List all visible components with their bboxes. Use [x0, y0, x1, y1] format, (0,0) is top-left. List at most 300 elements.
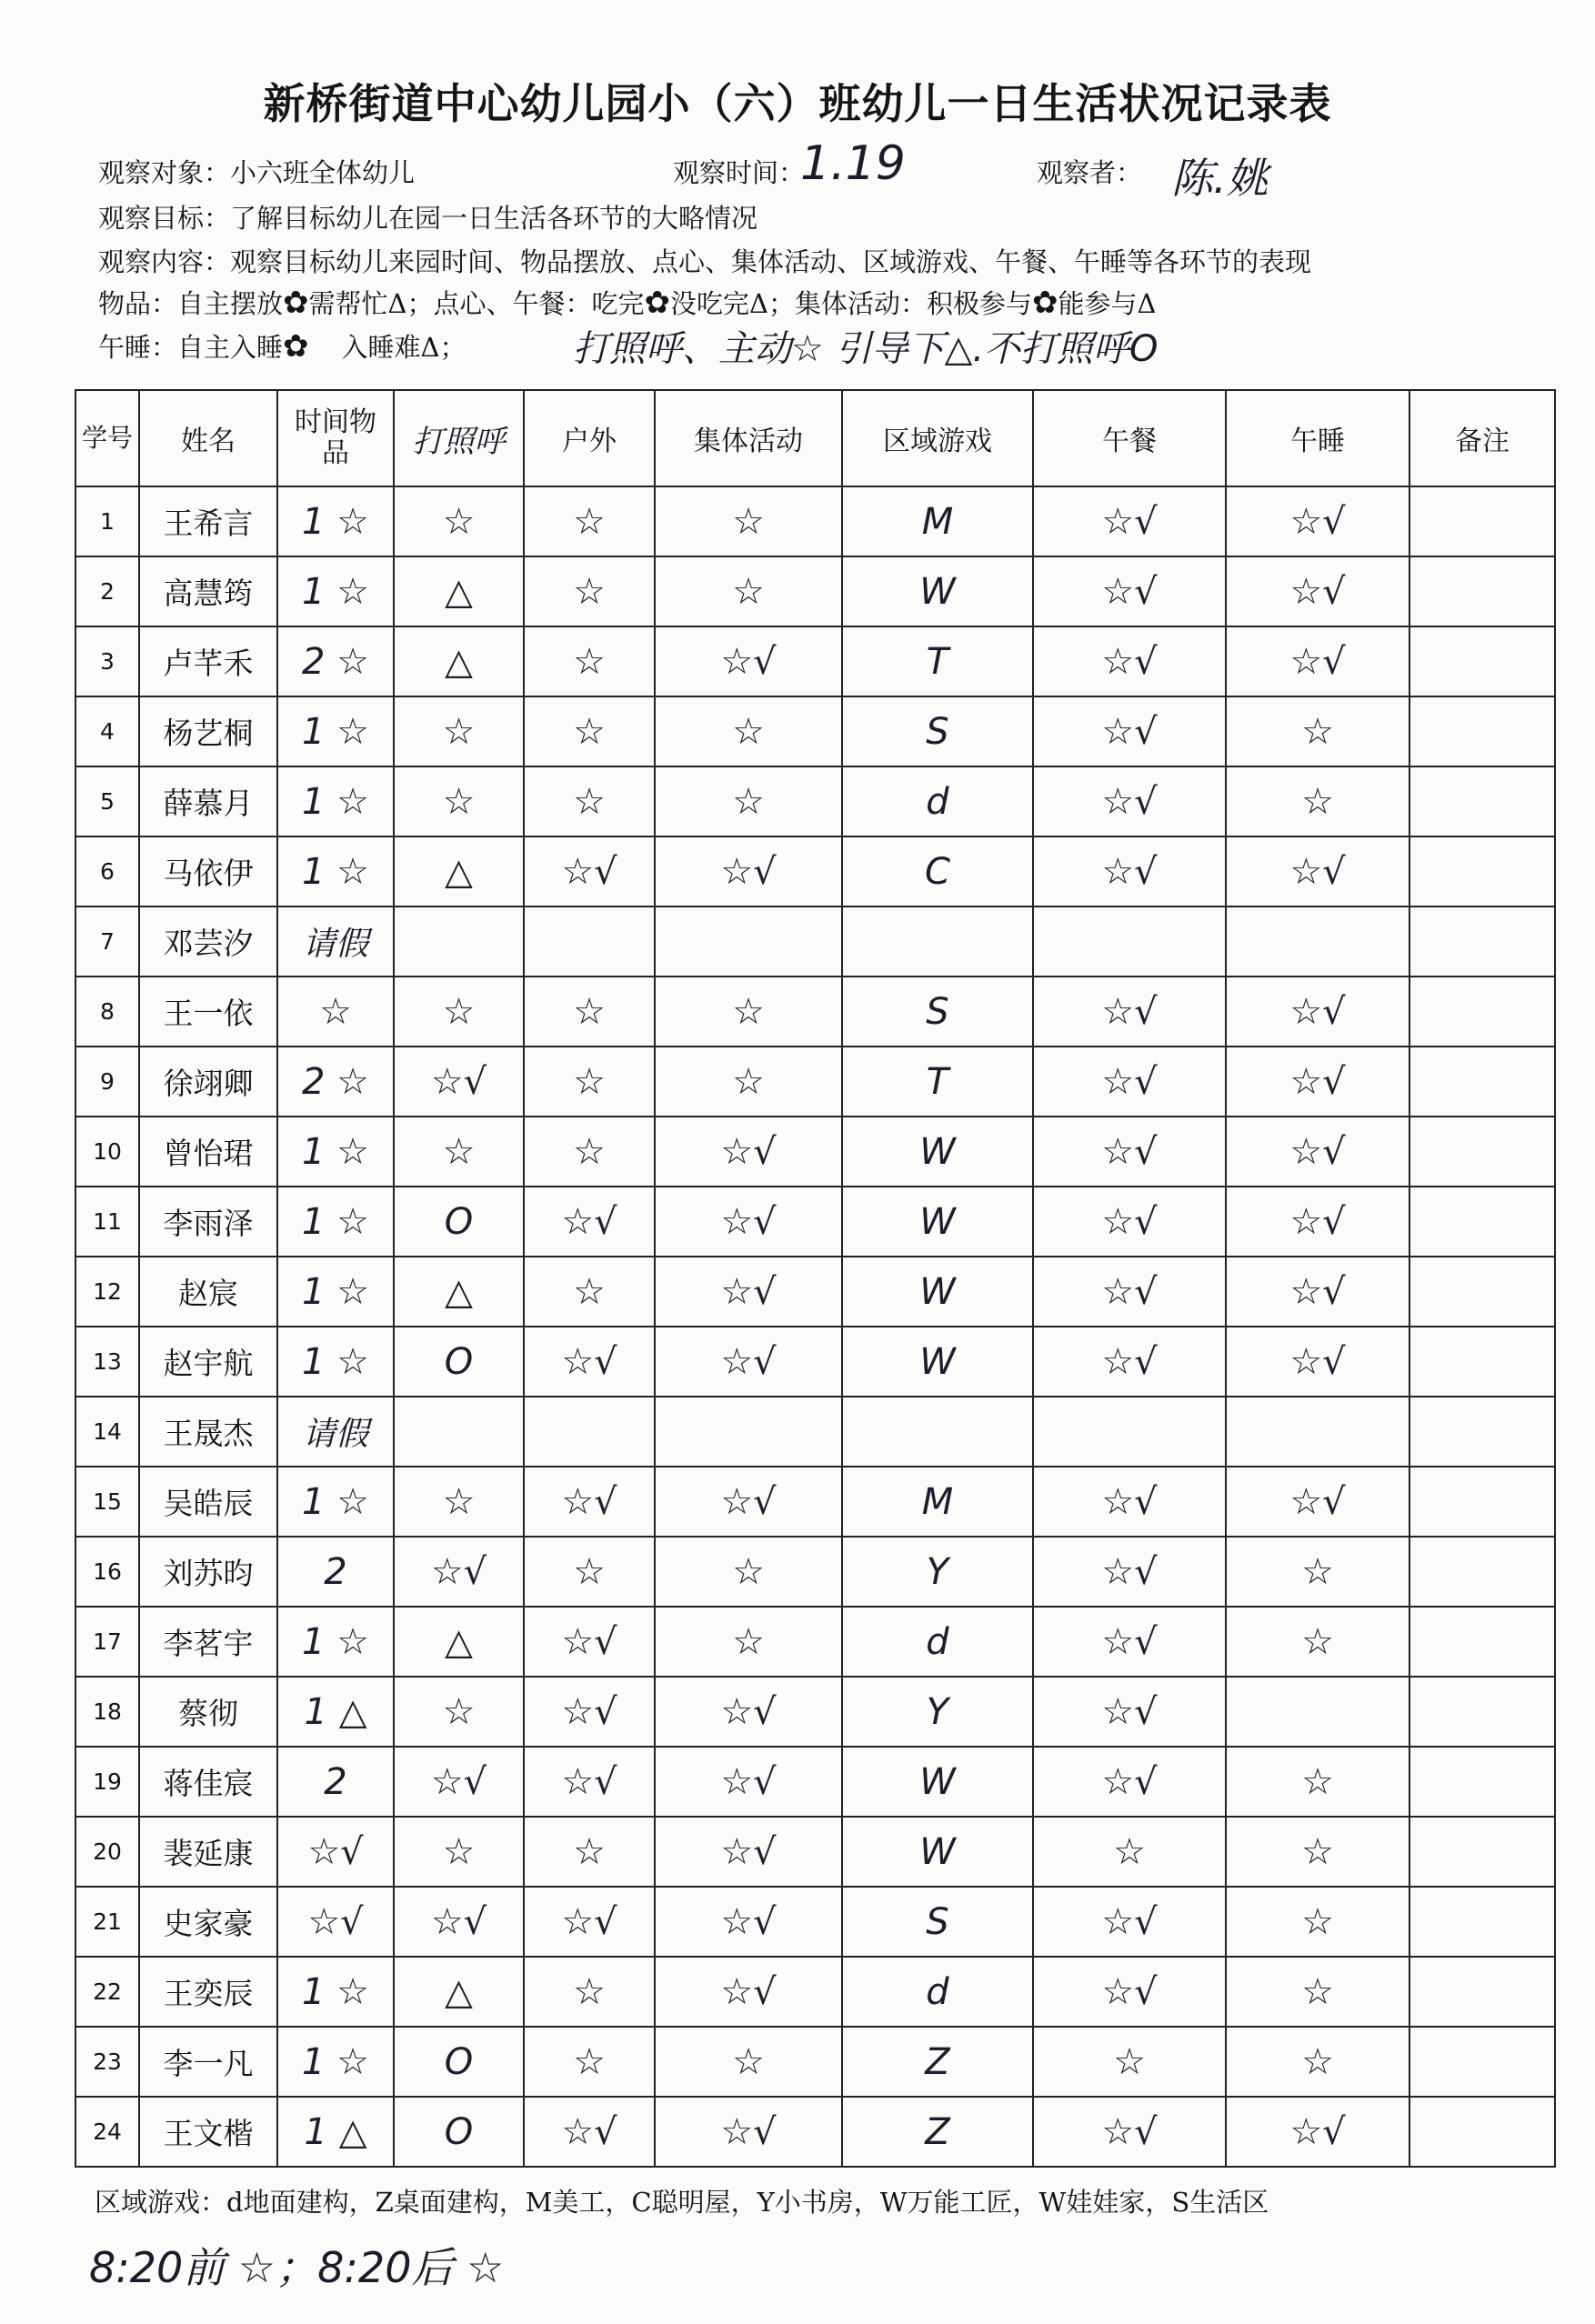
- table-row: [75, 696, 1555, 766]
- cell-greet: O: [394, 2097, 524, 2167]
- cell-note: [1409, 2097, 1555, 2167]
- cell-outdoor: ☆: [524, 2027, 655, 2097]
- header-lunch: 午餐: [1033, 390, 1226, 486]
- cell-name: 王一依: [139, 977, 277, 1047]
- table-row: [75, 1537, 1555, 1607]
- page-title: 新桥街道中心幼儿园小（六）班幼儿一日生活状况记录表: [263, 79, 1332, 128]
- table-row: [75, 1677, 1555, 1747]
- cell-greet: ☆√: [394, 1747, 524, 1817]
- cell-area: T: [842, 626, 1033, 696]
- cell-outdoor: ☆: [524, 626, 655, 696]
- cell-area: W: [842, 1117, 1033, 1187]
- cell-note: [1409, 556, 1555, 626]
- cell-lunch: [1033, 1397, 1226, 1467]
- cell-time: 2: [277, 1537, 394, 1607]
- cell-lunch: ☆√: [1033, 1467, 1226, 1537]
- cell-name: 裴延康: [139, 1817, 277, 1887]
- cell-time: ☆√: [277, 1887, 394, 1957]
- cell-group: ☆: [655, 2027, 842, 2097]
- cell-time: 1 △: [277, 2097, 394, 2167]
- table-row: [75, 1327, 1555, 1397]
- cell-nap: ☆: [1226, 766, 1409, 836]
- cell-time: 2: [277, 1747, 394, 1817]
- cell-lunch: ☆√: [1033, 766, 1226, 836]
- cell-nap: ☆: [1226, 1817, 1409, 1887]
- cell-outdoor: ☆√: [524, 1607, 655, 1677]
- table-row: [75, 977, 1555, 1047]
- cell-note: [1409, 907, 1555, 977]
- cell-name: 卢芊禾: [139, 626, 277, 696]
- record-table-body: [75, 486, 1555, 2167]
- cell-nap: ☆: [1226, 1537, 1409, 1607]
- cell-time: 请假: [277, 907, 394, 977]
- table-row: [75, 556, 1555, 626]
- cell-num: 5: [75, 766, 139, 836]
- header-row: [75, 390, 1555, 486]
- legend-nap: 午睡：自主入睡: [98, 332, 284, 363]
- cell-group: ☆: [655, 1607, 842, 1677]
- cell-outdoor: ☆√: [524, 1187, 655, 1257]
- cell-area: Z: [842, 2027, 1033, 2097]
- cell-greet: ☆: [394, 486, 524, 556]
- cell-lunch: ☆√: [1033, 1887, 1226, 1957]
- cell-greet: ☆: [394, 1677, 524, 1747]
- observation-goal: 观察目标：了解目标幼儿在园一日生活各环节的大略情况: [98, 203, 758, 234]
- cell-num: 1: [75, 486, 139, 556]
- cell-group: ☆√: [655, 1327, 842, 1397]
- cell-nap: ☆: [1226, 1747, 1409, 1817]
- cell-outdoor: ☆√: [524, 1677, 655, 1747]
- cell-nap: ☆: [1226, 2027, 1409, 2097]
- cell-lunch: ☆√: [1033, 1747, 1226, 1817]
- cell-lunch: ☆√: [1033, 1957, 1226, 2027]
- cell-num: 9: [75, 1047, 139, 1117]
- cell-num: 12: [75, 1257, 139, 1327]
- cell-note: [1409, 1537, 1555, 1607]
- cell-nap: ☆: [1226, 696, 1409, 766]
- cell-group: ☆√: [655, 1257, 842, 1327]
- observation-time: [673, 153, 805, 190]
- triangle-icon: Δ: [749, 288, 768, 319]
- header-name: 姓名: [139, 390, 277, 486]
- legend-sep: ；: [439, 332, 466, 363]
- cell-lunch: ☆√: [1033, 1327, 1226, 1397]
- header-greet-label: 打照呼: [412, 423, 506, 460]
- cell-group: ☆√: [655, 1817, 842, 1887]
- cell-greet: ☆: [394, 1117, 524, 1187]
- cell-group: ☆√: [655, 1957, 842, 2027]
- cell-note: [1409, 1817, 1555, 1887]
- table-row: [75, 1747, 1555, 1817]
- cell-name: 赵宸: [139, 1257, 277, 1327]
- table-row: [75, 836, 1555, 907]
- cell-outdoor: ☆: [524, 1817, 655, 1887]
- cell-greet: ☆: [394, 696, 524, 766]
- cell-num: 18: [75, 1677, 139, 1747]
- cell-nap: ☆√: [1226, 556, 1409, 626]
- cell-greet: ☆: [394, 1817, 524, 1887]
- cell-greet: ☆√: [394, 1537, 524, 1607]
- cell-outdoor: ☆√: [524, 1887, 655, 1957]
- cell-num: 21: [75, 1887, 139, 1957]
- cell-nap: ☆√: [1226, 1467, 1409, 1537]
- cell-outdoor: ☆√: [524, 1467, 655, 1537]
- cell-name: 杨艺桐: [139, 696, 277, 766]
- cell-nap: ☆√: [1226, 2097, 1409, 2167]
- cell-area: W: [842, 556, 1033, 626]
- cell-num: 15: [75, 1467, 139, 1537]
- cell-group: ☆: [655, 696, 842, 766]
- cell-group: [655, 1397, 842, 1467]
- cell-group: ☆√: [655, 2097, 842, 2167]
- observer: [1037, 153, 1142, 190]
- cell-outdoor: ☆√: [524, 2097, 655, 2167]
- cell-lunch: ☆√: [1033, 1607, 1226, 1677]
- cell-outdoor: ☆: [524, 486, 655, 556]
- flower-star-icon: ✿: [283, 285, 309, 321]
- cell-greet: ☆: [394, 766, 524, 836]
- cell-outdoor: [524, 907, 655, 977]
- cell-outdoor: ☆: [524, 1957, 655, 2027]
- legend-group: ；集体活动：积极参与: [767, 288, 1032, 319]
- cell-num: 17: [75, 1607, 139, 1677]
- cell-group: ☆√: [655, 836, 842, 907]
- table-row: [75, 1817, 1555, 1887]
- cell-time: 请假: [277, 1397, 394, 1467]
- cell-greet: △: [394, 836, 524, 907]
- cell-outdoor: ☆√: [524, 836, 655, 907]
- cell-time: 1 ☆: [277, 1187, 394, 1257]
- table-row: [75, 1467, 1555, 1537]
- cell-area: W: [842, 1747, 1033, 1817]
- cell-lunch: ☆√: [1033, 1047, 1226, 1117]
- cell-name: 蔡彻: [139, 1677, 277, 1747]
- table-row: [75, 1047, 1555, 1117]
- cell-note: [1409, 1257, 1555, 1327]
- cell-num: 23: [75, 2027, 139, 2097]
- legend-can-join: 能参与: [1058, 288, 1138, 319]
- cell-note: [1409, 626, 1555, 696]
- cell-lunch: ☆√: [1033, 626, 1226, 696]
- cell-area: S: [842, 977, 1033, 1047]
- observer-value: 陈.姚: [1171, 154, 1269, 203]
- table-row: [75, 1187, 1555, 1257]
- observation-object: [98, 153, 415, 190]
- cell-nap: ☆√: [1226, 1117, 1409, 1187]
- triangle-icon: Δ: [1137, 288, 1157, 319]
- cell-group: ☆√: [655, 1467, 842, 1537]
- cell-greet: [394, 907, 524, 977]
- cell-time: 1 ☆: [277, 1117, 394, 1187]
- cell-note: [1409, 1327, 1555, 1397]
- cell-nap: [1226, 1677, 1409, 1747]
- cell-time: 1 ☆: [277, 836, 394, 907]
- cell-greet: ☆: [394, 977, 524, 1047]
- cell-time: 1 △: [277, 1677, 394, 1747]
- cell-name: 刘苏昀: [139, 1537, 277, 1607]
- cell-group: ☆√: [655, 1677, 842, 1747]
- cell-time: 1 ☆: [277, 1607, 394, 1677]
- cell-name: 邓芸汐: [139, 907, 277, 977]
- table-row: [75, 2097, 1555, 2167]
- cell-note: [1409, 2027, 1555, 2097]
- header-nap: 午睡: [1226, 390, 1409, 486]
- cell-area: S: [842, 1887, 1033, 1957]
- area-game-legend: 区域游戏：d地面建构，Z桌面建构，M美工，C聪明屋，Y小书房，W万能工匠，W娃娃家，S生活区: [95, 2187, 1269, 2218]
- cell-name: 薛慕月: [139, 766, 277, 836]
- cell-nap: ☆√: [1226, 626, 1409, 696]
- header-greet: [394, 390, 524, 486]
- cell-area: d: [842, 1607, 1033, 1677]
- cell-outdoor: ☆: [524, 556, 655, 626]
- cell-num: 16: [75, 1537, 139, 1607]
- cell-name: 王文楷: [139, 2097, 277, 2167]
- cell-outdoor: ☆: [524, 1117, 655, 1187]
- table-row: [75, 907, 1555, 977]
- cell-name: 蒋佳宸: [139, 1747, 277, 1817]
- cell-area: M: [842, 1467, 1033, 1537]
- table-row: [75, 766, 1555, 836]
- cell-lunch: ☆√: [1033, 2097, 1226, 2167]
- object-label: 观察对象：: [98, 157, 231, 188]
- cell-group: ☆: [655, 1537, 842, 1607]
- cell-num: 24: [75, 2097, 139, 2167]
- cell-name: 史家豪: [139, 1887, 277, 1957]
- cell-nap: ☆: [1226, 1607, 1409, 1677]
- cell-greet: [394, 1397, 524, 1467]
- cell-greet: O: [394, 2027, 524, 2097]
- cell-area: [842, 907, 1033, 977]
- cell-note: [1409, 1957, 1555, 2027]
- time-label: 观察时间：: [673, 157, 806, 188]
- cell-nap: ☆: [1226, 1957, 1409, 2027]
- cell-name: 赵宇航: [139, 1327, 277, 1397]
- cell-outdoor: ☆: [524, 1257, 655, 1327]
- cell-lunch: ☆√: [1033, 696, 1226, 766]
- table-row: [75, 486, 1555, 556]
- cell-group: ☆√: [655, 1887, 842, 1957]
- cell-greet: ☆: [394, 1467, 524, 1537]
- cell-outdoor: ☆: [524, 696, 655, 766]
- cell-num: 13: [75, 1327, 139, 1397]
- cell-lunch: ☆√: [1033, 1187, 1226, 1257]
- triangle-icon: Δ: [387, 288, 407, 319]
- cell-time: 1 ☆: [277, 766, 394, 836]
- cell-lunch: ☆√: [1033, 836, 1226, 907]
- cell-name: 曾怡珺: [139, 1117, 277, 1187]
- cell-group: ☆: [655, 1047, 842, 1117]
- cell-area: W: [842, 1257, 1033, 1327]
- cell-num: 19: [75, 1747, 139, 1817]
- cell-greet: O: [394, 1327, 524, 1397]
- cell-group: ☆√: [655, 1187, 842, 1257]
- cell-outdoor: ☆: [524, 977, 655, 1047]
- legend-line-2: [98, 327, 466, 365]
- cell-lunch: ☆√: [1033, 1117, 1226, 1187]
- cell-greet: △: [394, 1957, 524, 2027]
- cell-outdoor: ☆√: [524, 1327, 655, 1397]
- cell-lunch: [1033, 907, 1226, 977]
- cell-note: [1409, 696, 1555, 766]
- cell-name: 李雨泽: [139, 1187, 277, 1257]
- cell-time: 1 ☆: [277, 2027, 394, 2097]
- cell-greet: △: [394, 1257, 524, 1327]
- cell-name: 吴皓辰: [139, 1467, 277, 1537]
- cell-note: [1409, 1117, 1555, 1187]
- cell-lunch: ☆√: [1033, 1537, 1226, 1607]
- cell-num: 10: [75, 1117, 139, 1187]
- cell-note: [1409, 486, 1555, 556]
- table-row: [75, 1887, 1555, 1957]
- legend-snack: ；点心、午餐：吃完: [406, 288, 645, 319]
- cell-time: ☆: [277, 977, 394, 1047]
- cell-lunch: ☆: [1033, 1817, 1226, 1887]
- cell-note: [1409, 1047, 1555, 1117]
- triangle-icon: Δ: [420, 332, 440, 363]
- cell-area: W: [842, 1187, 1033, 1257]
- cell-nap: [1226, 907, 1409, 977]
- cell-area: d: [842, 1957, 1033, 2027]
- handwritten-greeting-legend: 打照呼、主动☆ 引导下△.不打照呼O: [573, 328, 1159, 370]
- cell-nap: ☆: [1226, 1887, 1409, 1957]
- flower-star-icon: ✿: [1031, 285, 1058, 321]
- cell-area: W: [842, 1817, 1033, 1887]
- table-row: [75, 1957, 1555, 2027]
- table-row: [75, 2027, 1555, 2097]
- cell-lunch: ☆√: [1033, 556, 1226, 626]
- cell-nap: ☆√: [1226, 1257, 1409, 1327]
- cell-num: 3: [75, 626, 139, 696]
- cell-outdoor: ☆: [524, 1047, 655, 1117]
- flower-star-icon: ✿: [644, 285, 670, 321]
- cell-area: Z: [842, 2097, 1033, 2167]
- cell-note: [1409, 1187, 1555, 1257]
- cell-num: 20: [75, 1817, 139, 1887]
- cell-greet: ☆√: [394, 1047, 524, 1117]
- flower-star-icon: ✿: [283, 328, 309, 365]
- cell-area: Y: [842, 1537, 1033, 1607]
- cell-name: 马依伊: [139, 836, 277, 907]
- header-group: 集体活动: [655, 390, 842, 486]
- cell-greet: △: [394, 626, 524, 696]
- cell-lunch: ☆√: [1033, 486, 1226, 556]
- cell-note: [1409, 766, 1555, 836]
- legend-line-1: [98, 284, 1156, 321]
- cell-nap: ☆√: [1226, 1047, 1409, 1117]
- cell-name: 王奕辰: [139, 1957, 277, 2027]
- header-num: 学号: [75, 390, 139, 486]
- header-outdoor: 户外: [524, 390, 655, 486]
- cell-num: 2: [75, 556, 139, 626]
- cell-nap: ☆√: [1226, 977, 1409, 1047]
- cell-name: 王晟杰: [139, 1397, 277, 1467]
- observer-label: 观察者：: [1037, 157, 1143, 188]
- cell-name: 李茗宇: [139, 1607, 277, 1677]
- cell-group: [655, 907, 842, 977]
- record-table: [75, 389, 1556, 2168]
- cell-area: S: [842, 696, 1033, 766]
- cell-nap: ☆√: [1226, 1327, 1409, 1397]
- cell-num: 8: [75, 977, 139, 1047]
- table-row: [75, 1257, 1555, 1327]
- cell-area: M: [842, 486, 1033, 556]
- cell-note: [1409, 1397, 1555, 1467]
- cell-nap: ☆√: [1226, 486, 1409, 556]
- cell-area: [842, 1397, 1033, 1467]
- cell-lunch: ☆√: [1033, 1677, 1226, 1747]
- cell-name: 徐翊卿: [139, 1047, 277, 1117]
- cell-nap: ☆√: [1226, 836, 1409, 907]
- cell-group: ☆√: [655, 1747, 842, 1817]
- cell-time: 1 ☆: [277, 556, 394, 626]
- cell-time: ☆√: [277, 1817, 394, 1887]
- cell-num: 7: [75, 907, 139, 977]
- cell-greet: O: [394, 1187, 524, 1257]
- cell-name: 高慧筠: [139, 556, 277, 626]
- table-row: [75, 1117, 1555, 1187]
- cell-outdoor: [524, 1397, 655, 1467]
- observation-content: 观察内容：观察目标幼儿来园时间、物品摆放、点心、集体活动、区域游戏、午餐、午睡等各环节的表现: [98, 246, 1312, 277]
- cell-greet: △: [394, 556, 524, 626]
- cell-outdoor: ☆√: [524, 1747, 655, 1817]
- cell-time: 1 ☆: [277, 1327, 394, 1397]
- cell-time: 2 ☆: [277, 626, 394, 696]
- cell-group: ☆: [655, 977, 842, 1047]
- legend-hard-sleep: 入睡难: [341, 332, 421, 363]
- table-row: [75, 1607, 1555, 1677]
- legend-not-finished: 没吃完: [670, 288, 750, 319]
- cell-note: [1409, 977, 1555, 1047]
- cell-num: 4: [75, 696, 139, 766]
- cell-time: 1 ☆: [277, 486, 394, 556]
- cell-area: C: [842, 836, 1033, 907]
- cell-group: ☆: [655, 766, 842, 836]
- header-time: 时间物品: [277, 390, 394, 486]
- cell-group: ☆√: [655, 626, 842, 696]
- cell-lunch: ☆√: [1033, 977, 1226, 1047]
- header-note: 备注: [1409, 390, 1555, 486]
- cell-area: d: [842, 766, 1033, 836]
- legend-items: 物品：自主摆放: [98, 288, 284, 319]
- cell-time: 1 ☆: [277, 696, 394, 766]
- cell-area: Y: [842, 1677, 1033, 1747]
- cell-greet: ☆√: [394, 1887, 524, 1957]
- cell-num: 22: [75, 1957, 139, 2027]
- header-area: 区域游戏: [842, 390, 1033, 486]
- cell-time: 1 ☆: [277, 1467, 394, 1537]
- cell-greet: △: [394, 1607, 524, 1677]
- cell-nap: [1226, 1397, 1409, 1467]
- cell-num: 6: [75, 836, 139, 907]
- cell-area: T: [842, 1047, 1033, 1117]
- cell-note: [1409, 836, 1555, 907]
- cell-outdoor: ☆: [524, 766, 655, 836]
- cell-note: [1409, 1467, 1555, 1537]
- cell-note: [1409, 1887, 1555, 1957]
- table-row: [75, 626, 1555, 696]
- legend-need-help: 需帮忙: [308, 288, 388, 319]
- cell-num: 11: [75, 1187, 139, 1257]
- cell-lunch: ☆√: [1033, 1257, 1226, 1327]
- handwritten-time-legend: 8:20前 ☆；8:20后 ☆: [89, 2243, 505, 2292]
- cell-name: 李一凡: [139, 2027, 277, 2097]
- cell-num: 14: [75, 1397, 139, 1467]
- cell-time: 1 ☆: [277, 1957, 394, 2027]
- table-row: [75, 1397, 1555, 1467]
- cell-time: 2 ☆: [277, 1047, 394, 1117]
- cell-area: W: [842, 1327, 1033, 1397]
- cell-time: 1 ☆: [277, 1257, 394, 1327]
